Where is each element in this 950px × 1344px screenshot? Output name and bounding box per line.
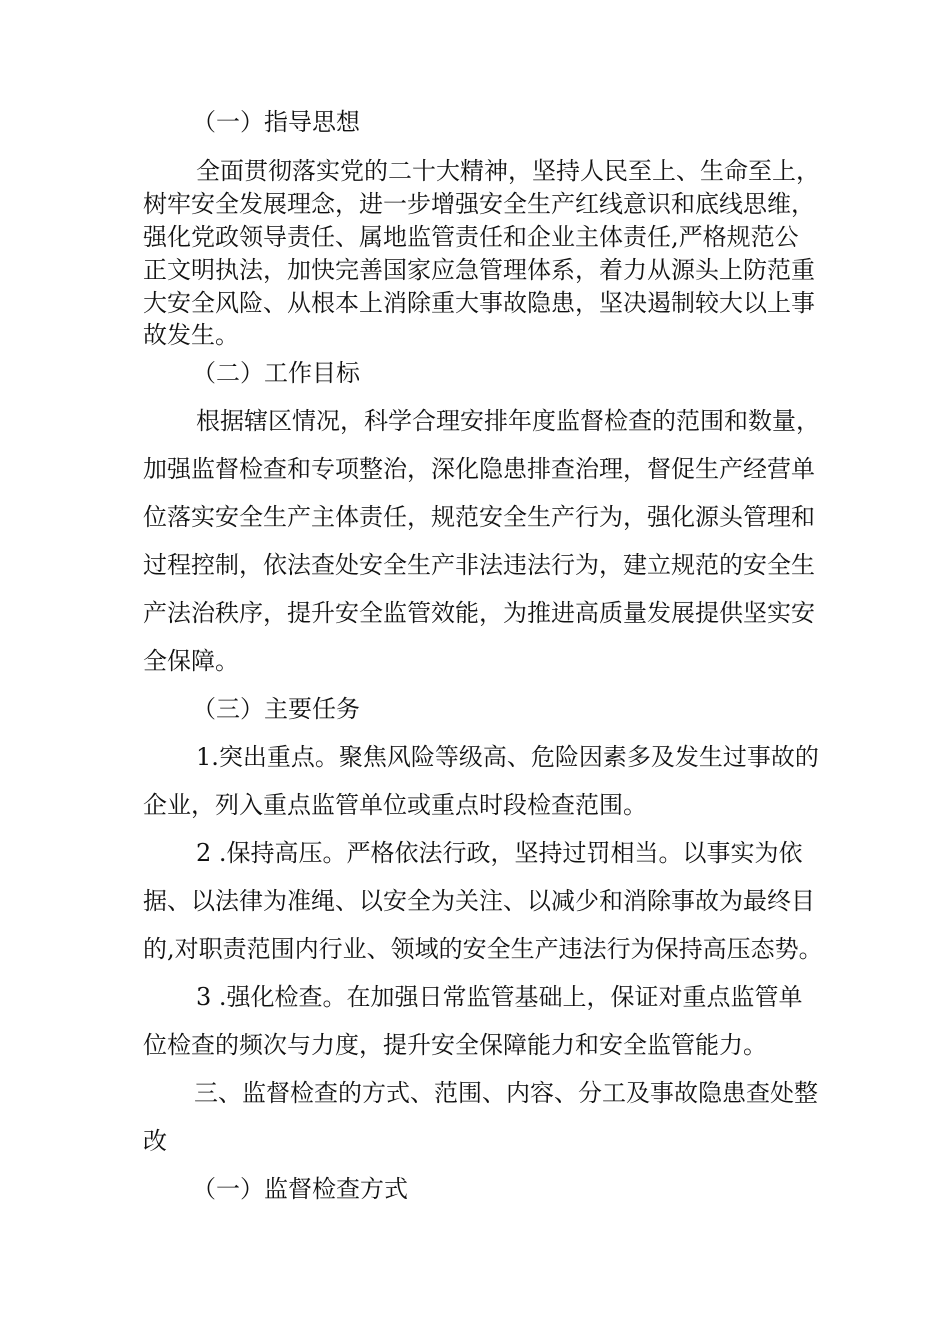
section-heading-main-tasks: （三）主要任务 <box>192 695 360 723</box>
paragraph-line: 强化党政领导责任、属地监管责任和企业主体责任,严格规范公 <box>143 223 799 251</box>
paragraph-line: 根据辖区情况，科学合理安排年度监督检查的范围和数量， <box>196 407 820 435</box>
chapter-heading-line: 三、监督检查的方式、范围、内容、分工及事故隐患查处整 <box>194 1079 818 1107</box>
paragraph-line: 正文明执法，加快完善国家应急管理体系，着力从源头上防范重 <box>143 256 815 284</box>
paragraph-line: 全保障。 <box>143 647 239 675</box>
paragraph-line: 故发生。 <box>143 321 239 349</box>
paragraph-line: 产法治秩序，提升安全监管效能，为推进高质量发展提供坚实安 <box>143 599 815 627</box>
chapter-heading-line: 改 <box>143 1127 167 1155</box>
section-heading-guiding-thought: （一）指导思想 <box>192 108 360 136</box>
paragraph-line: 位检查的频次与力度，提升安全保障能力和安全监管能力。 <box>143 1031 767 1059</box>
paragraph-line: 加强监督检查和专项整治，深化隐患排查治理，督促生产经营单 <box>143 455 815 483</box>
paragraph-line: 企业，列入重点监管单位或重点时段检查范围。 <box>143 791 647 819</box>
paragraph-line: 位落实安全生产主体责任，规范安全生产行为，强化源头管理和 <box>143 503 815 531</box>
paragraph-line: 过程控制，依法查处安全生产非法违法行为，建立规范的安全生 <box>143 551 815 579</box>
paragraph-line: 2 .保持高压。严格依法行政，坚持过罚相当。以事实为依 <box>196 839 803 867</box>
paragraph-line: 据、以法律为准绳、以安全为关注、以减少和消除事故为最终目 <box>143 887 815 915</box>
paragraph-line: 3 .强化检查。在加强日常监管基础上，保证对重点监管单 <box>196 983 803 1011</box>
section-heading-work-goals: （二）工作目标 <box>192 359 360 387</box>
paragraph-line: 树牢安全发展理念，进一步增强安全生产红线意识和底线思维， <box>143 190 815 218</box>
paragraph-line: 的,对职责范围内行业、领域的安全生产违法行为保持高压态势。 <box>143 935 823 963</box>
section-heading-inspection-method: （一）监督检查方式 <box>192 1175 408 1203</box>
paragraph-line: 全面贯彻落实党的二十大精神，坚持人民至上、生命至上， <box>196 157 820 185</box>
paragraph-line: 1.突出重点。聚焦风险等级高、危险因素多及发生过事故的 <box>196 743 819 771</box>
paragraph-line: 大安全风险、从根本上消除重大事故隐患，坚决遏制较大以上事 <box>143 289 815 317</box>
